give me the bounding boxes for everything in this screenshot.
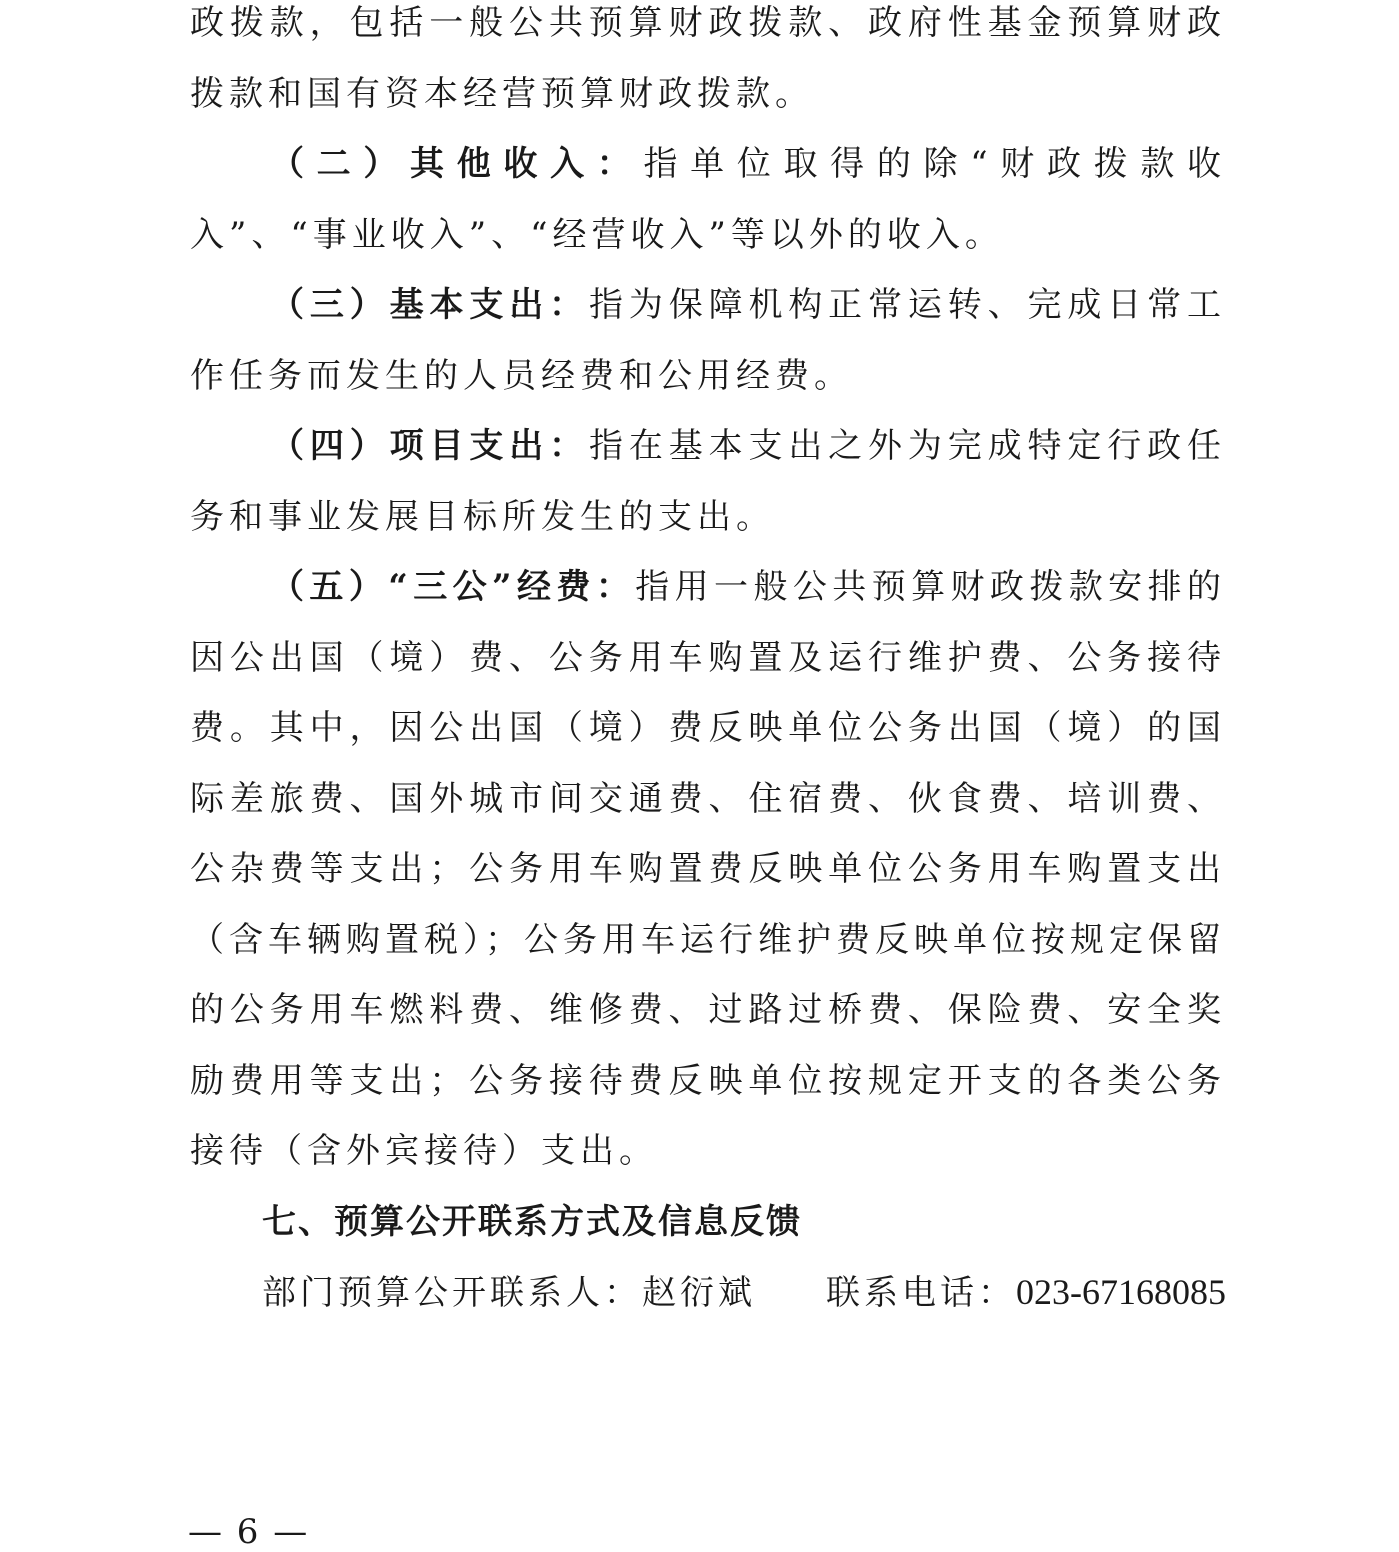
contact-phone-value: 023-67168085 <box>1016 1272 1226 1312</box>
definition-term: （五）“三公”经费： <box>270 567 636 607</box>
definition-project-expenditure <box>190 411 1226 552</box>
definition-basic-expenditure <box>190 270 1226 411</box>
contact-phone-label: 联系电话： <box>826 1273 1016 1313</box>
section-heading: 七、预算公开联系方式及信息反馈 <box>262 1201 802 1242</box>
contact-line <box>190 1257 1226 1329</box>
definition-other-income <box>190 129 1226 270</box>
contact-person-name: 赵衍斌 <box>642 1273 756 1313</box>
continuation-paragraph: 政拨款，包括一般公共预算财政拨款、政府性基金预算财政拨款和国有资本经营预算财政拨款。 <box>190 3 1226 114</box>
definition-text: 指单位取得的除“财政拨款收入”、“事业收入”、“经营收入”等以外的收入。 <box>190 144 1226 255</box>
contact-person-label: 部门预算公开联系人： <box>262 1273 642 1313</box>
definition-term: （三）基本支出： <box>270 285 589 325</box>
definition-term: （二）其他收入： <box>270 144 644 184</box>
definition-three-public-expenses <box>190 552 1226 1187</box>
definition-text: 指在基本支出之外为完成特定行政任务和事业发展目标所发生的支出。 <box>190 426 1227 537</box>
definition-term: （四）项目支出： <box>270 426 589 466</box>
page-number: — 6 — <box>188 1512 310 1552</box>
body-text <box>190 0 1226 1329</box>
definition-text: 指用一般公共预算财政拨款安排的因公出国（境）费、公务用车购置及运行维护费、公务接待费。其中，因公出国（境）费反映单位公务出国（境）的国际差旅费、国外城市间交通费、住宿费、伙食费、培训费、公杂费等支出；公务用车购置费反映单位公务用车购置支出（含车辆购置税）；公务用车运行维护费反映单位按规定保留的公务用车燃料费、维修费、过路过桥费、保险费、安全奖励费用等支出；公务接待费反映单位按规定开支的各类公务接待（含外宾接待）支出。 <box>190 567 1226 1171</box>
definition-text: 指为保障机构正常运转、完成日常工作任务而发生的人员经费和公用经费。 <box>190 285 1227 396</box>
